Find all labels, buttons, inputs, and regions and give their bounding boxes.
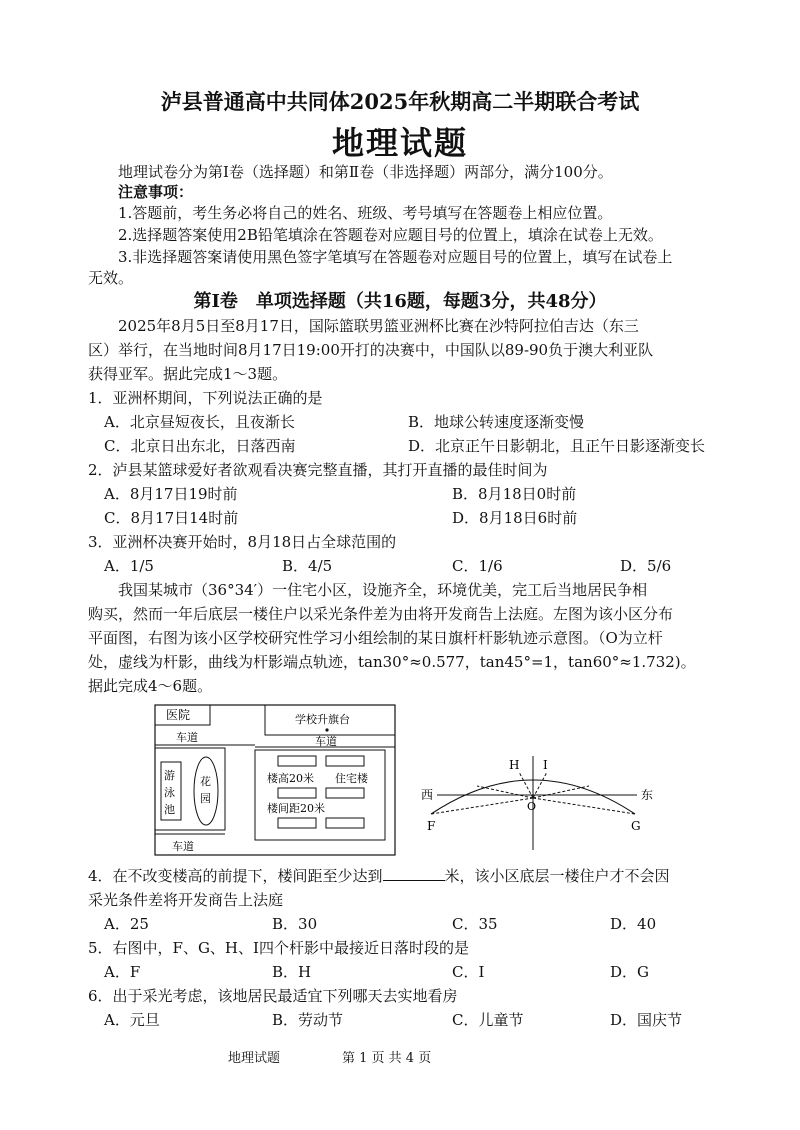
q4-stem-line1	[88, 866, 670, 886]
notice-3a: 3.非选择题答案请使用黑色签字笔填写在答题卷对应题目号的位置上，填写在试卷上	[118, 248, 673, 266]
west-label: 西	[421, 788, 434, 802]
notice-heading: 注意事项：	[118, 183, 194, 201]
q4-stem-line2: 采光条件差将开发商告上法庭	[88, 891, 284, 909]
q6-option-b: B．劳动节	[272, 1011, 344, 1029]
passage2-line4: 处，虚线为杆影，曲线为杆影端点轨迹，tan30°≈0.577，tan45°=1，tan60°≈1.732)。	[88, 653, 696, 671]
passage2-line1: 我国某城市（36°34′）一住宅小区，设施齐全，环境优美，完工后当地居民争相	[118, 581, 648, 599]
shadow-track-diagram	[415, 748, 665, 858]
building-1	[278, 756, 316, 766]
q5-option-c: C．I	[452, 963, 485, 981]
building-5	[278, 818, 316, 828]
q3-option-a: A．1/5	[104, 557, 154, 575]
q3-option-c: C．1/6	[452, 557, 503, 575]
point-f-label: F	[427, 819, 436, 833]
pool-label-3: 池	[164, 803, 175, 816]
q3-stem: 3．亚洲杯决赛开始时，8月18日占全球范围的	[88, 533, 397, 551]
passage1-line2: 区）举行，在当地时间8月17日19:00开打的决赛中，中国队以89-90负于澳大利亚队	[88, 341, 654, 359]
section-1-title: 第Ⅰ卷 单项选择题（共16题，每题3分，共48分）	[193, 291, 607, 312]
building-6	[326, 818, 364, 828]
q4-blank	[383, 866, 445, 881]
q4-option-d: D．40	[610, 915, 657, 933]
q6-option-a: A．元旦	[104, 1011, 160, 1029]
hospital-label: 医院	[166, 708, 191, 722]
q1-stem: 1．亚洲杯期间，下列说法正确的是	[88, 389, 323, 407]
q5-stem: 5．右图中，F、G、H、I四个杆影中最接近日落时段的是	[88, 939, 469, 957]
point-h-label: H	[509, 758, 520, 772]
q5-option-a: A．F	[104, 963, 141, 981]
notice-3b: 无效。	[88, 269, 134, 287]
shadow-f	[431, 798, 533, 814]
q4-option-a: A．25	[104, 915, 149, 933]
q2-option-c: C．8月17日14时前	[104, 509, 239, 527]
q6-option-d: D．国庆节	[610, 1011, 683, 1029]
shadow-g	[533, 798, 635, 814]
q3-option-d: D．5/6	[620, 557, 672, 575]
intro-line: 地理试卷分为第Ⅰ卷（选择题）和第Ⅱ卷（非选择题）两部分，满分100分。	[118, 163, 613, 181]
q1-option-a: A．北京昼短夜长，且夜渐长	[104, 413, 295, 431]
shadow-h	[519, 772, 533, 798]
community-plan-map	[150, 700, 400, 860]
point-i-label: I	[543, 758, 548, 772]
passage1-line1: 2025年8月5日至8月17日，国际篮联男篮亚洲杯比赛在沙特阿拉伯吉达（东三	[118, 317, 639, 335]
passage2-line3: 平面图，右图为该小区学校研究性学习小组绘制的某日旗杆杆影轨迹示意图。（O为立杆	[88, 629, 663, 647]
passage2-line5: 据此完成4～6题。	[88, 677, 213, 695]
q4-stem-a: 4．在不改变楼高的前提下，楼间距至少达到	[88, 867, 383, 885]
building-2	[326, 756, 364, 766]
notice-1: 1.答题前，考生务必将自己的姓名、班级、考号填写在答题卷上相应位置。	[118, 204, 613, 222]
q5-option-b: B．H	[272, 963, 312, 981]
q5-option-d: D．G	[610, 963, 650, 981]
point-g-label: G	[631, 819, 641, 833]
q6-option-c: C．儿童节	[452, 1011, 524, 1029]
q2-stem: 2．泸县某篮球爱好者欲观看决赛完整直播，其打开直播的最佳时间为	[88, 461, 548, 479]
q4-option-b: B．30	[272, 915, 318, 933]
passage2-line2: 购买，然而一年后底层一楼住户以采光条件差为由将开发商告上法庭。左图为该小区分布	[88, 605, 674, 623]
q2-option-a: A．8月17日19时前	[104, 485, 238, 503]
shadow-i	[533, 772, 547, 798]
flag-dot	[325, 728, 328, 731]
road-top-left-label: 车道	[176, 731, 198, 744]
road-bottom-label: 车道	[172, 840, 194, 853]
point-o-label: O	[527, 800, 537, 813]
q1-option-c: C．北京日出东北，日落西南	[104, 437, 296, 455]
garden-label-2: 园	[200, 792, 211, 805]
building-height-label: 楼高20米	[267, 772, 314, 785]
notice-2: 2.选择题答案使用2B铅笔填涂在答题卷对应题目号的位置上，填涂在试卷上无效。	[118, 226, 663, 244]
q2-option-d: D．8月18日6时前	[452, 509, 578, 527]
q6-stem: 6．出于采光考虑，该地居民最适宜下列哪天去实地看房	[88, 987, 458, 1005]
pool-label-2: 泳	[164, 786, 175, 799]
footer-subject: 地理试题	[228, 1051, 281, 1066]
q4-stem-b: 米，该小区底层一楼住户才不会因	[444, 867, 670, 885]
building-spacing-label: 楼间距20米	[267, 802, 325, 815]
passage1-line3: 获得亚军。据此完成1～3题。	[88, 365, 288, 383]
road-top-right-label: 车道	[315, 735, 337, 748]
subject-title: 地理试题	[331, 124, 468, 162]
q4-option-c: C．35	[452, 915, 498, 933]
pool-label-1: 游	[164, 769, 175, 782]
footer-page-number: 第 1 页 共 4 页	[342, 1051, 432, 1066]
residential-block	[255, 750, 385, 840]
q2-option-b: B．8月18日0时前	[452, 485, 577, 503]
q1-option-d: D．北京正午日影朝北，且正午日影逐渐变长	[408, 437, 706, 455]
east-label: 东	[641, 788, 654, 802]
building-3	[278, 788, 316, 798]
exam-title: 泸县普通高中共同体2025年秋期高二半期联合考试	[160, 89, 640, 114]
flag-platform-label: 学校升旗台	[295, 713, 350, 726]
building-4	[326, 788, 364, 798]
q1-option-b: B．地球公转速度逐渐变慢	[408, 413, 585, 431]
garden-label-1: 花	[200, 775, 211, 788]
garden-ellipse	[194, 757, 218, 825]
residential-label: 住宅楼	[335, 772, 368, 785]
q3-option-b: B．4/5	[282, 557, 333, 575]
